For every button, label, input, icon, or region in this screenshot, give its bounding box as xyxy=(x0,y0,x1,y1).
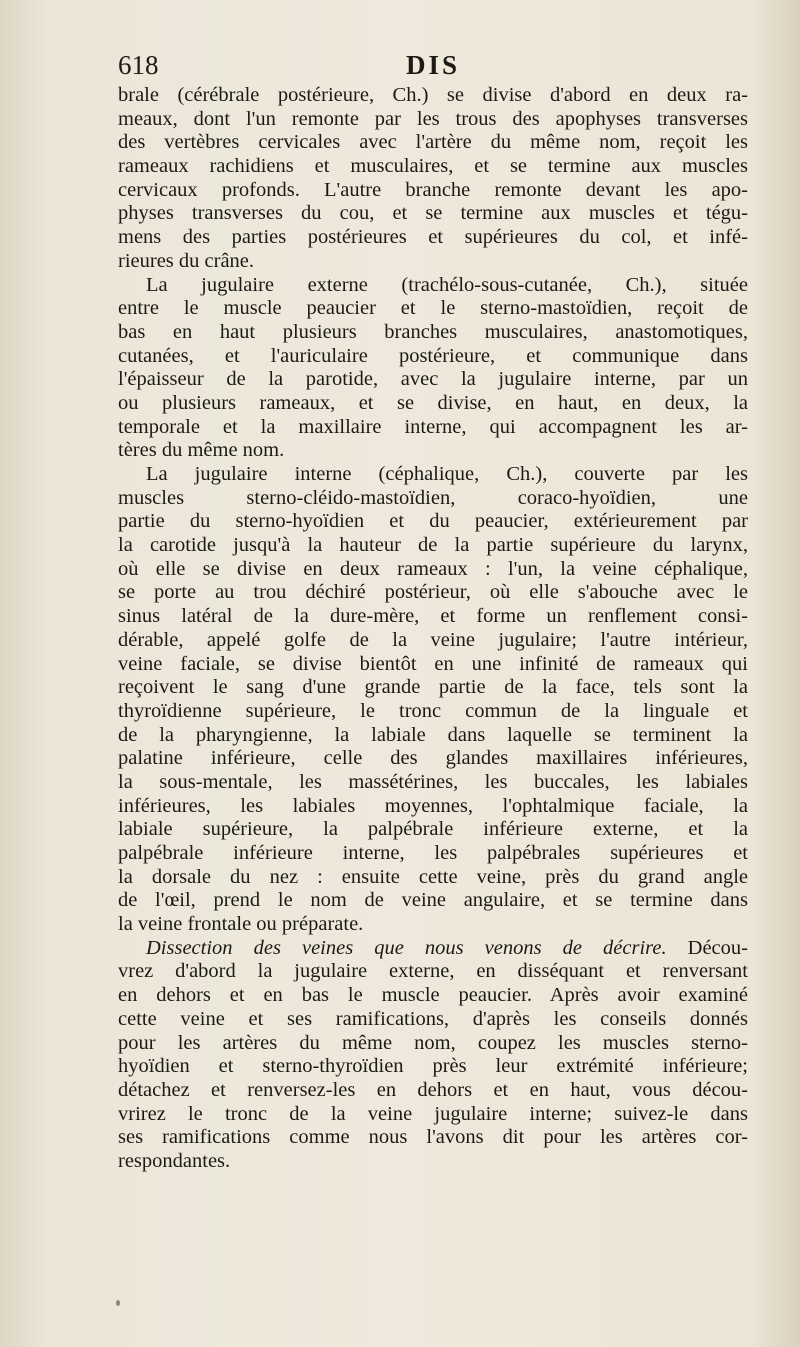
paragraph xyxy=(118,84,748,274)
text-line: temporale et la maxillaire interne, qui accompagnent les ar- xyxy=(118,415,748,438)
text-line: des vertèbres cervicales avec l'artère du même nom, reçoit les xyxy=(118,131,748,154)
ink-spot xyxy=(116,1300,120,1306)
text-line xyxy=(118,937,748,961)
text-line: dérable, appelé golfe de la veine jugulaire; l'autre intérieur, xyxy=(118,628,748,651)
text-line: muscles sterno-cléido-mastoïdien, coraco-hyoïdien, une xyxy=(118,486,748,509)
text-line: sinus latéral de la dure-mère, et forme un renflement consi- xyxy=(118,605,748,628)
text-line: en dehors et en bas le muscle peaucier. Après avoir examiné xyxy=(118,984,748,1007)
text-line: ses ramifications comme nous l'avons dit pour les artères cor- xyxy=(118,1126,748,1149)
text-line: partie du sterno-hyoïdien et du peaucier, extérieurement par xyxy=(118,510,748,533)
text-line: respondantes. xyxy=(118,1149,231,1172)
text-line: rameaux rachidiens et musculaires, et se termine aux muscles xyxy=(118,155,748,178)
text-line: La jugulaire externe (trachélo-sous-cutanée, Ch.), située xyxy=(146,273,748,296)
text-line: détachez et renversez-les en dehors et en haut, vous décou- xyxy=(118,1078,748,1101)
text-line: tères du même nom. xyxy=(118,439,285,462)
text-line: l'épaisseur de la parotide, avec la jugulaire interne, par un xyxy=(118,368,748,391)
text-line: palpébrale inférieure interne, les palpébrales supérieures et xyxy=(118,842,748,864)
text-line: bas en haut plusieurs branches musculaires, anastomotiques, xyxy=(118,320,748,343)
text-line: palatine inférieure, celle des glandes maxillaires inférieures, xyxy=(118,747,748,770)
text-line: de la pharyngienne, la labiale dans laquelle se terminent la xyxy=(118,723,748,746)
text-line: la veine frontale ou préparate. xyxy=(118,913,364,936)
page-header xyxy=(118,48,748,82)
paragraph xyxy=(118,274,748,464)
text-line: cutanées, et l'auriculaire postérieure, et communique dans xyxy=(118,344,748,367)
text-line: reçoivent le sang d'une grande partie de la face, tels sont la xyxy=(118,676,748,699)
text-line: meaux, dont l'un remonte par les trous des apophyses transverses xyxy=(118,107,748,130)
text-line: physes transverses du cou, et se termine aux muscles et tégu- xyxy=(118,202,748,225)
text-line: vrirez le tronc de la veine jugulaire interne; suivez-le dans xyxy=(118,1102,748,1125)
text-line: cervicaux profonds. L'autre branche remonte devant les apo- xyxy=(118,178,748,201)
text-line: hyoïdien et sterno-thyroïdien près leur extrémité inférieure; xyxy=(118,1055,748,1078)
text-line: se porte au trou déchiré postérieur, où elle s'abouche avec le xyxy=(118,581,748,604)
text-line: la dorsale du nez : ensuite cette veine, près du grand angle xyxy=(118,865,748,888)
text-line: thyroïdienne supérieure, le tronc commun de la linguale et xyxy=(118,699,748,722)
text-line: entre le muscle peaucier et le sterno-mastoïdien, reçoit de xyxy=(118,297,748,320)
text-line: labiale supérieure, la palpébrale inférieure externe, et la xyxy=(118,818,748,841)
page-number: 618 xyxy=(118,50,159,80)
text-line: la carotide jusqu'à la hauteur de la partie supérieure du larynx, xyxy=(118,534,748,557)
text-line: brale (cérébrale postérieure, Ch.) se divise d'abord en deux ra- xyxy=(118,84,748,106)
text-line: où elle se divise en deux rameaux : l'un, la veine céphalique, xyxy=(118,557,748,580)
paragraph xyxy=(118,937,748,1174)
italic-heading: Dissection des veines que nous venons de décrire. xyxy=(146,936,667,959)
body-text xyxy=(118,84,748,1174)
text-line: cette veine et ses ramifications, d'après les conseils donnés xyxy=(118,1007,748,1030)
text-line: ou plusieurs rameaux, et se divise, en haut, en deux, la xyxy=(118,391,748,414)
text-line: vrez d'abord la jugulaire externe, en disséquant et renversant xyxy=(118,960,748,983)
text-line: la sous-mentale, les massétérines, les buccales, les labiales xyxy=(118,770,748,793)
text-line: veine faciale, se divise bientôt en une infinité de rameaux qui xyxy=(118,652,748,675)
text-line: rieures du crâne. xyxy=(118,249,255,272)
text-line: inférieures, les labiales moyennes, l'ophtalmique faciale, la xyxy=(118,794,748,817)
text-line: de l'œil, prend le nom de veine angulaire, et se termine dans xyxy=(118,889,748,912)
paragraph xyxy=(118,463,748,937)
text-line: pour les artères du même nom, coupez les muscles sterno- xyxy=(118,1031,748,1054)
running-head: DIS xyxy=(405,50,461,80)
text-run: Décou- xyxy=(666,936,748,959)
text-line: mens des parties postérieures et supérieures du col, et infé- xyxy=(118,226,748,249)
text-line: La jugulaire interne (céphalique, Ch.), couverte par les xyxy=(146,463,748,485)
